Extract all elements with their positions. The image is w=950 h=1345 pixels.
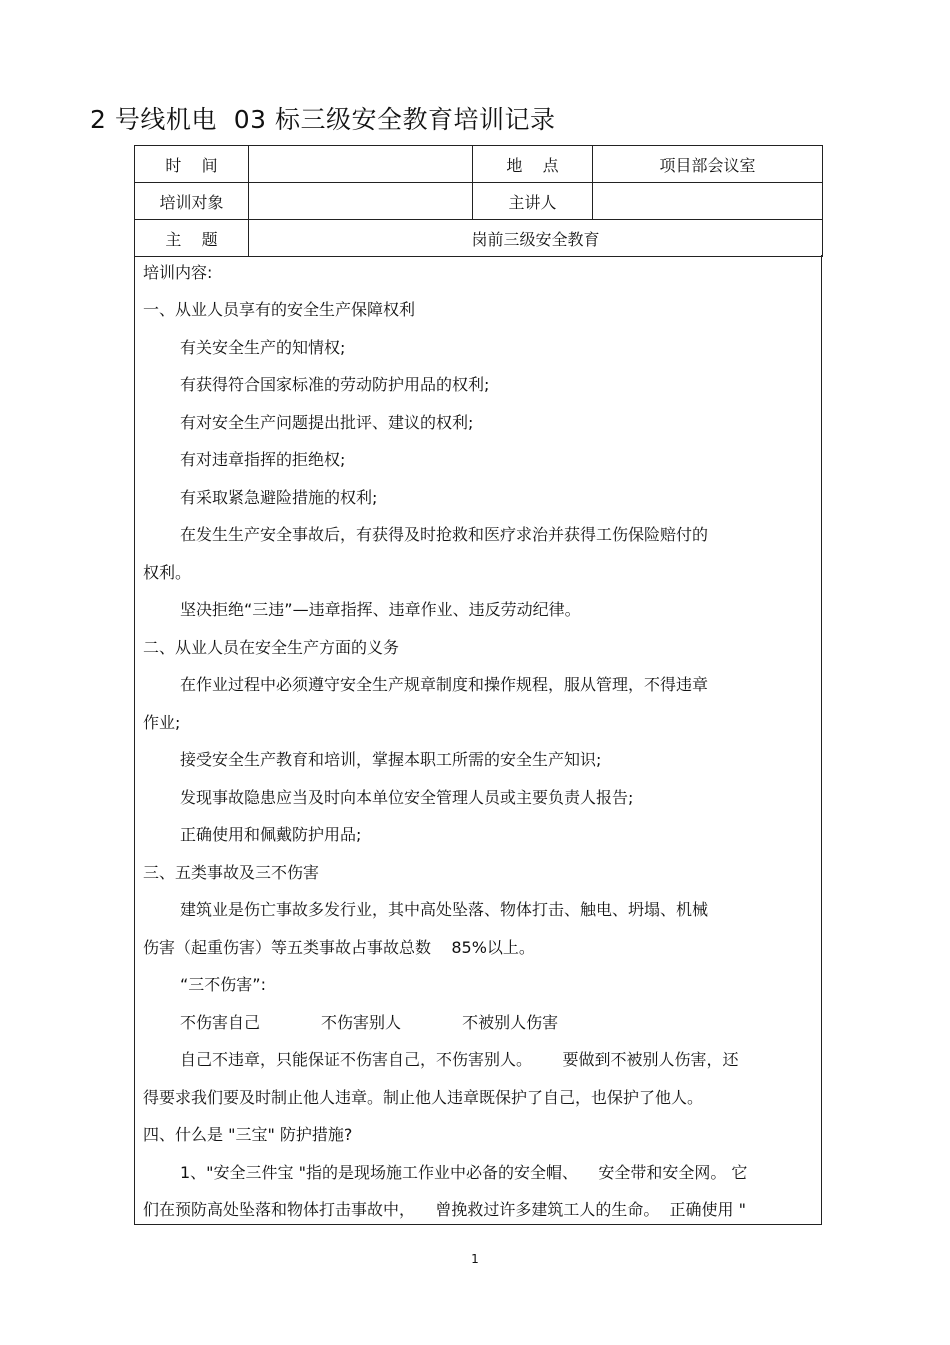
content-line: 有采取紧急避险措施的权利; [180,488,378,507]
form-row-audience-speaker [135,183,823,220]
content-line: 有获得符合国家标准的劳动防护用品的权利; [180,375,490,394]
content-line: 得要求我们要及时制止他人违章。制止他人违章既保护了自己，也保护了他人。 [143,1088,704,1107]
training-record-form [134,145,823,257]
content-line: 1、"安全三件宝 "指的是现场施工作业中必备的安全帽、 安全带和安全网。 它 [180,1163,748,1182]
page-number: 1 [471,1252,479,1266]
place-label: 地 点 [473,146,593,183]
time-value [249,146,473,183]
training-content [134,255,822,1225]
speaker-value [593,183,823,220]
form-row-topic [135,220,823,257]
form-row-time-place [135,146,823,183]
document-title: 2 号线机电 03 标三级安全教育培训记录 [90,105,556,134]
speaker-label: 主讲人 [473,183,593,220]
section-heading: 三、五类事故及三不伤害 [143,863,320,882]
content-line: “三不伤害”: [180,975,266,994]
content-line: 建筑业是伤亡事故多发行业，其中高处坠落、物体打击、触电、坍塌、机械 [180,900,709,919]
content-line: 坚决拒绝“三违”—违章指挥、违章作业、违反劳动纪律。 [180,600,581,619]
content-line: 正确使用和佩戴防护用品; [180,825,362,844]
content-line: 们在预防高处坠落和物体打击事故中， 曾挽救过许多建筑工人的生命。 正确使用 " [143,1200,746,1219]
section-heading: 一、从业人员享有的安全生产保障权利 [143,300,416,319]
content-line: 有关安全生产的知情权; [180,338,346,357]
content-line: 不伤害自己 不伤害别人 不被别人伤害 [180,1013,559,1032]
content-line: 发现事故隐患应当及时向本单位安全管理人员或主要负责人报告; [180,788,634,807]
section-heading: 四、什么是 "三宝" 防护措施? [143,1125,353,1144]
time-label: 时 间 [135,146,249,183]
content-line: 有对违章指挥的拒绝权; [180,450,346,469]
content-line: 自己不违章，只能保证不伤害自己，不伤害别人。 要做到不被别人伤害，还 [180,1050,739,1069]
audience-label: 培训对象 [135,183,249,220]
place-value: 项目部会议室 [593,146,823,183]
content-line: 作业; [143,713,181,732]
content-heading: 培训内容: [143,263,213,282]
content-line: 有对安全生产问题提出批评、建议的权利; [180,413,474,432]
topic-label: 主 题 [135,220,249,257]
content-line: 接受安全生产教育和培训，掌握本职工所需的安全生产知识; [180,750,602,769]
topic-value: 岗前三级安全教育 [249,220,823,257]
content-line: 在发生生产安全事故后，有获得及时抢救和医疗求治并获得工伤保险赔付的 [180,525,709,544]
content-line: 权利。 [143,563,192,582]
content-line: 在作业过程中必须遵守安全生产规章制度和操作规程，服从管理，不得违章 [180,675,709,694]
audience-value [249,183,473,220]
section-heading: 二、从业人员在安全生产方面的义务 [143,638,400,657]
content-line: 伤害（起重伤害）等五类事故占事故总数 85%以上。 [143,938,535,957]
